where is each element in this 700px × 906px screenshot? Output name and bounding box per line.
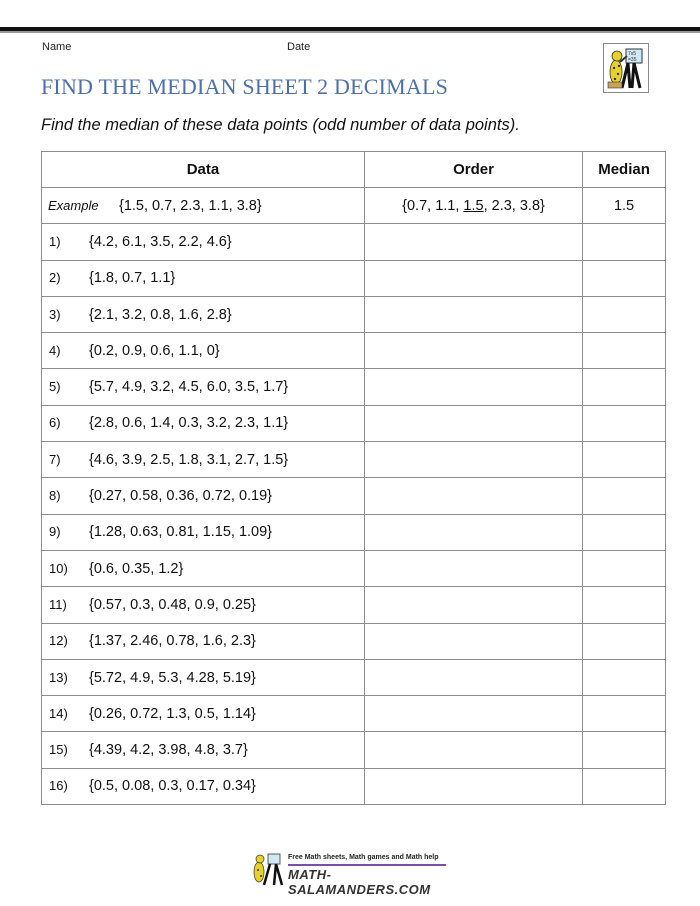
example-order-median-underlined: 1.5 [463, 197, 484, 214]
data-cell [42, 623, 365, 659]
data-set: {4.6, 3.9, 2.5, 1.8, 3.1, 2.7, 1.5} [89, 451, 289, 468]
order-answer-cell[interactable] [364, 514, 582, 550]
data-cell [42, 768, 365, 804]
column-header-order: Order [364, 152, 582, 188]
median-answer-cell[interactable] [583, 369, 666, 405]
order-answer-cell[interactable] [364, 659, 582, 695]
table-row [42, 224, 666, 260]
data-set: {5.7, 4.9, 3.2, 4.5, 6.0, 3.5, 1.7} [89, 379, 289, 396]
question-number: 15) [49, 742, 68, 758]
data-cell [42, 405, 365, 441]
data-cell [42, 659, 365, 695]
question-number: 14) [49, 705, 68, 721]
question-number: 12) [49, 633, 68, 649]
question-number: 3) [49, 306, 61, 322]
data-set: {0.57, 0.3, 0.48, 0.9, 0.25} [89, 596, 256, 613]
order-answer-cell[interactable] [364, 405, 582, 441]
table-header-row [42, 152, 666, 188]
data-set: {0.26, 0.72, 1.3, 0.5, 1.14} [89, 705, 256, 722]
data-cell [42, 732, 365, 768]
data-cell [42, 296, 365, 332]
order-answer-cell[interactable] [364, 768, 582, 804]
question-number: 16) [49, 778, 68, 794]
data-cell [42, 333, 365, 369]
data-set: {2.1, 3.2, 0.8, 1.6, 2.8} [89, 306, 232, 323]
data-set: {4.39, 4.2, 3.98, 4.8, 3.7} [89, 742, 248, 759]
example-label: Example [48, 197, 99, 213]
question-number: 2) [49, 270, 61, 286]
question-number: 11) [49, 596, 67, 612]
median-answer-cell[interactable] [583, 696, 666, 732]
median-answer-cell[interactable] [583, 405, 666, 441]
order-answer-cell[interactable] [364, 296, 582, 332]
median-answer-cell[interactable] [583, 623, 666, 659]
data-cell [42, 369, 365, 405]
footer-divider [288, 864, 446, 866]
data-cell [42, 260, 365, 296]
median-answer-cell[interactable] [583, 333, 666, 369]
median-answer-cell[interactable] [583, 768, 666, 804]
table-row [42, 260, 666, 296]
median-answer-cell[interactable] [583, 550, 666, 586]
instructions: Find the median of these data points (odd number of data points). [41, 116, 520, 134]
order-answer-cell[interactable] [364, 696, 582, 732]
example-order-cell [364, 188, 582, 224]
median-answer-cell[interactable] [583, 224, 666, 260]
data-set: {1.8, 0.7, 1.1} [89, 270, 176, 287]
example-order-start: {0.7, 1.1, [402, 197, 464, 214]
median-answer-cell[interactable] [583, 478, 666, 514]
page-title: FIND THE MEDIAN SHEET 2 DECIMALS [41, 74, 449, 99]
median-answer-cell[interactable] [583, 296, 666, 332]
order-answer-cell[interactable] [364, 550, 582, 586]
order-answer-cell[interactable] [364, 333, 582, 369]
example-order-end: , 2.3, 3.8} [483, 197, 545, 214]
order-answer-cell[interactable] [364, 369, 582, 405]
question-number: 9) [49, 524, 61, 540]
order-answer-cell[interactable] [364, 260, 582, 296]
median-answer-cell[interactable] [583, 514, 666, 550]
order-answer-cell[interactable] [364, 478, 582, 514]
salamander-teacher-icon [603, 43, 649, 93]
footer-branding [250, 852, 450, 897]
data-set: {1.28, 0.63, 0.81, 1.15, 1.09} [89, 524, 273, 541]
table-row [42, 333, 666, 369]
table-row [42, 296, 666, 332]
date-label: Date [287, 41, 311, 53]
top-border-shadow [0, 31, 700, 33]
data-cell [42, 696, 365, 732]
order-answer-cell[interactable] [364, 732, 582, 768]
question-number: 10) [49, 560, 68, 576]
data-set: {5.72, 4.9, 5.3, 4.28, 5.19} [89, 669, 256, 686]
table-row [42, 696, 666, 732]
table-row [42, 768, 666, 804]
question-number: 8) [49, 488, 61, 504]
data-cell [42, 550, 365, 586]
table-row [42, 442, 666, 478]
data-set: {0.27, 0.58, 0.36, 0.72, 0.19} [89, 488, 273, 505]
column-header-median: Median [583, 152, 666, 188]
example-row [42, 188, 666, 224]
order-answer-cell[interactable] [364, 587, 582, 623]
median-answer-cell[interactable] [583, 659, 666, 695]
data-set: {4.2, 6.1, 3.5, 2.2, 4.6} [89, 233, 232, 250]
table-row [42, 405, 666, 441]
median-answer-cell[interactable] [583, 260, 666, 296]
data-set: {1.37, 2.46, 0.78, 1.6, 2.3} [89, 633, 256, 650]
example-data-cell [42, 188, 365, 224]
table-row [42, 550, 666, 586]
median-answer-cell[interactable] [583, 732, 666, 768]
table-row [42, 514, 666, 550]
svg-text:7x5: 7x5 [628, 51, 637, 57]
question-number: 6) [49, 415, 61, 431]
order-answer-cell[interactable] [364, 224, 582, 260]
table-row [42, 659, 666, 695]
median-worksheet-table [41, 151, 666, 805]
question-number: 4) [49, 342, 61, 358]
data-set: {0.2, 0.9, 0.6, 1.1, 0} [89, 342, 220, 359]
salamander-teacher-icon [250, 852, 288, 886]
data-cell [42, 587, 365, 623]
data-set: {0.5, 0.08, 0.3, 0.17, 0.34} [89, 778, 256, 795]
median-answer-cell[interactable] [583, 442, 666, 478]
data-cell [42, 514, 365, 550]
data-cell [42, 478, 365, 514]
column-header-data: Data [42, 152, 365, 188]
table-row [42, 478, 666, 514]
footer-tagline: Free Math sheets, Math games and Math help [288, 854, 439, 861]
data-cell [42, 224, 365, 260]
order-answer-cell[interactable] [364, 442, 582, 478]
table-row [42, 623, 666, 659]
example-data: {1.5, 0.7, 2.3, 1.1, 3.8} [119, 197, 262, 214]
footer-brand: MATH-SALAMANDERS.COM [288, 867, 431, 897]
table-row [42, 369, 666, 405]
question-number: 7) [49, 451, 61, 467]
table-row [42, 732, 666, 768]
question-number: 1) [49, 233, 61, 249]
name-label: Name [42, 41, 72, 53]
order-answer-cell[interactable] [364, 623, 582, 659]
median-answer-cell[interactable] [583, 587, 666, 623]
table-row [42, 587, 666, 623]
example-median-cell: 1.5 [583, 188, 666, 224]
data-cell [42, 442, 365, 478]
data-set: {2.8, 0.6, 1.4, 0.3, 3.2, 2.3, 1.1} [89, 415, 289, 432]
question-number: 13) [49, 669, 68, 685]
svg-text:=35: =35 [628, 57, 637, 63]
data-set: {0.6, 0.35, 1.2} [89, 560, 184, 577]
question-number: 5) [49, 379, 61, 395]
